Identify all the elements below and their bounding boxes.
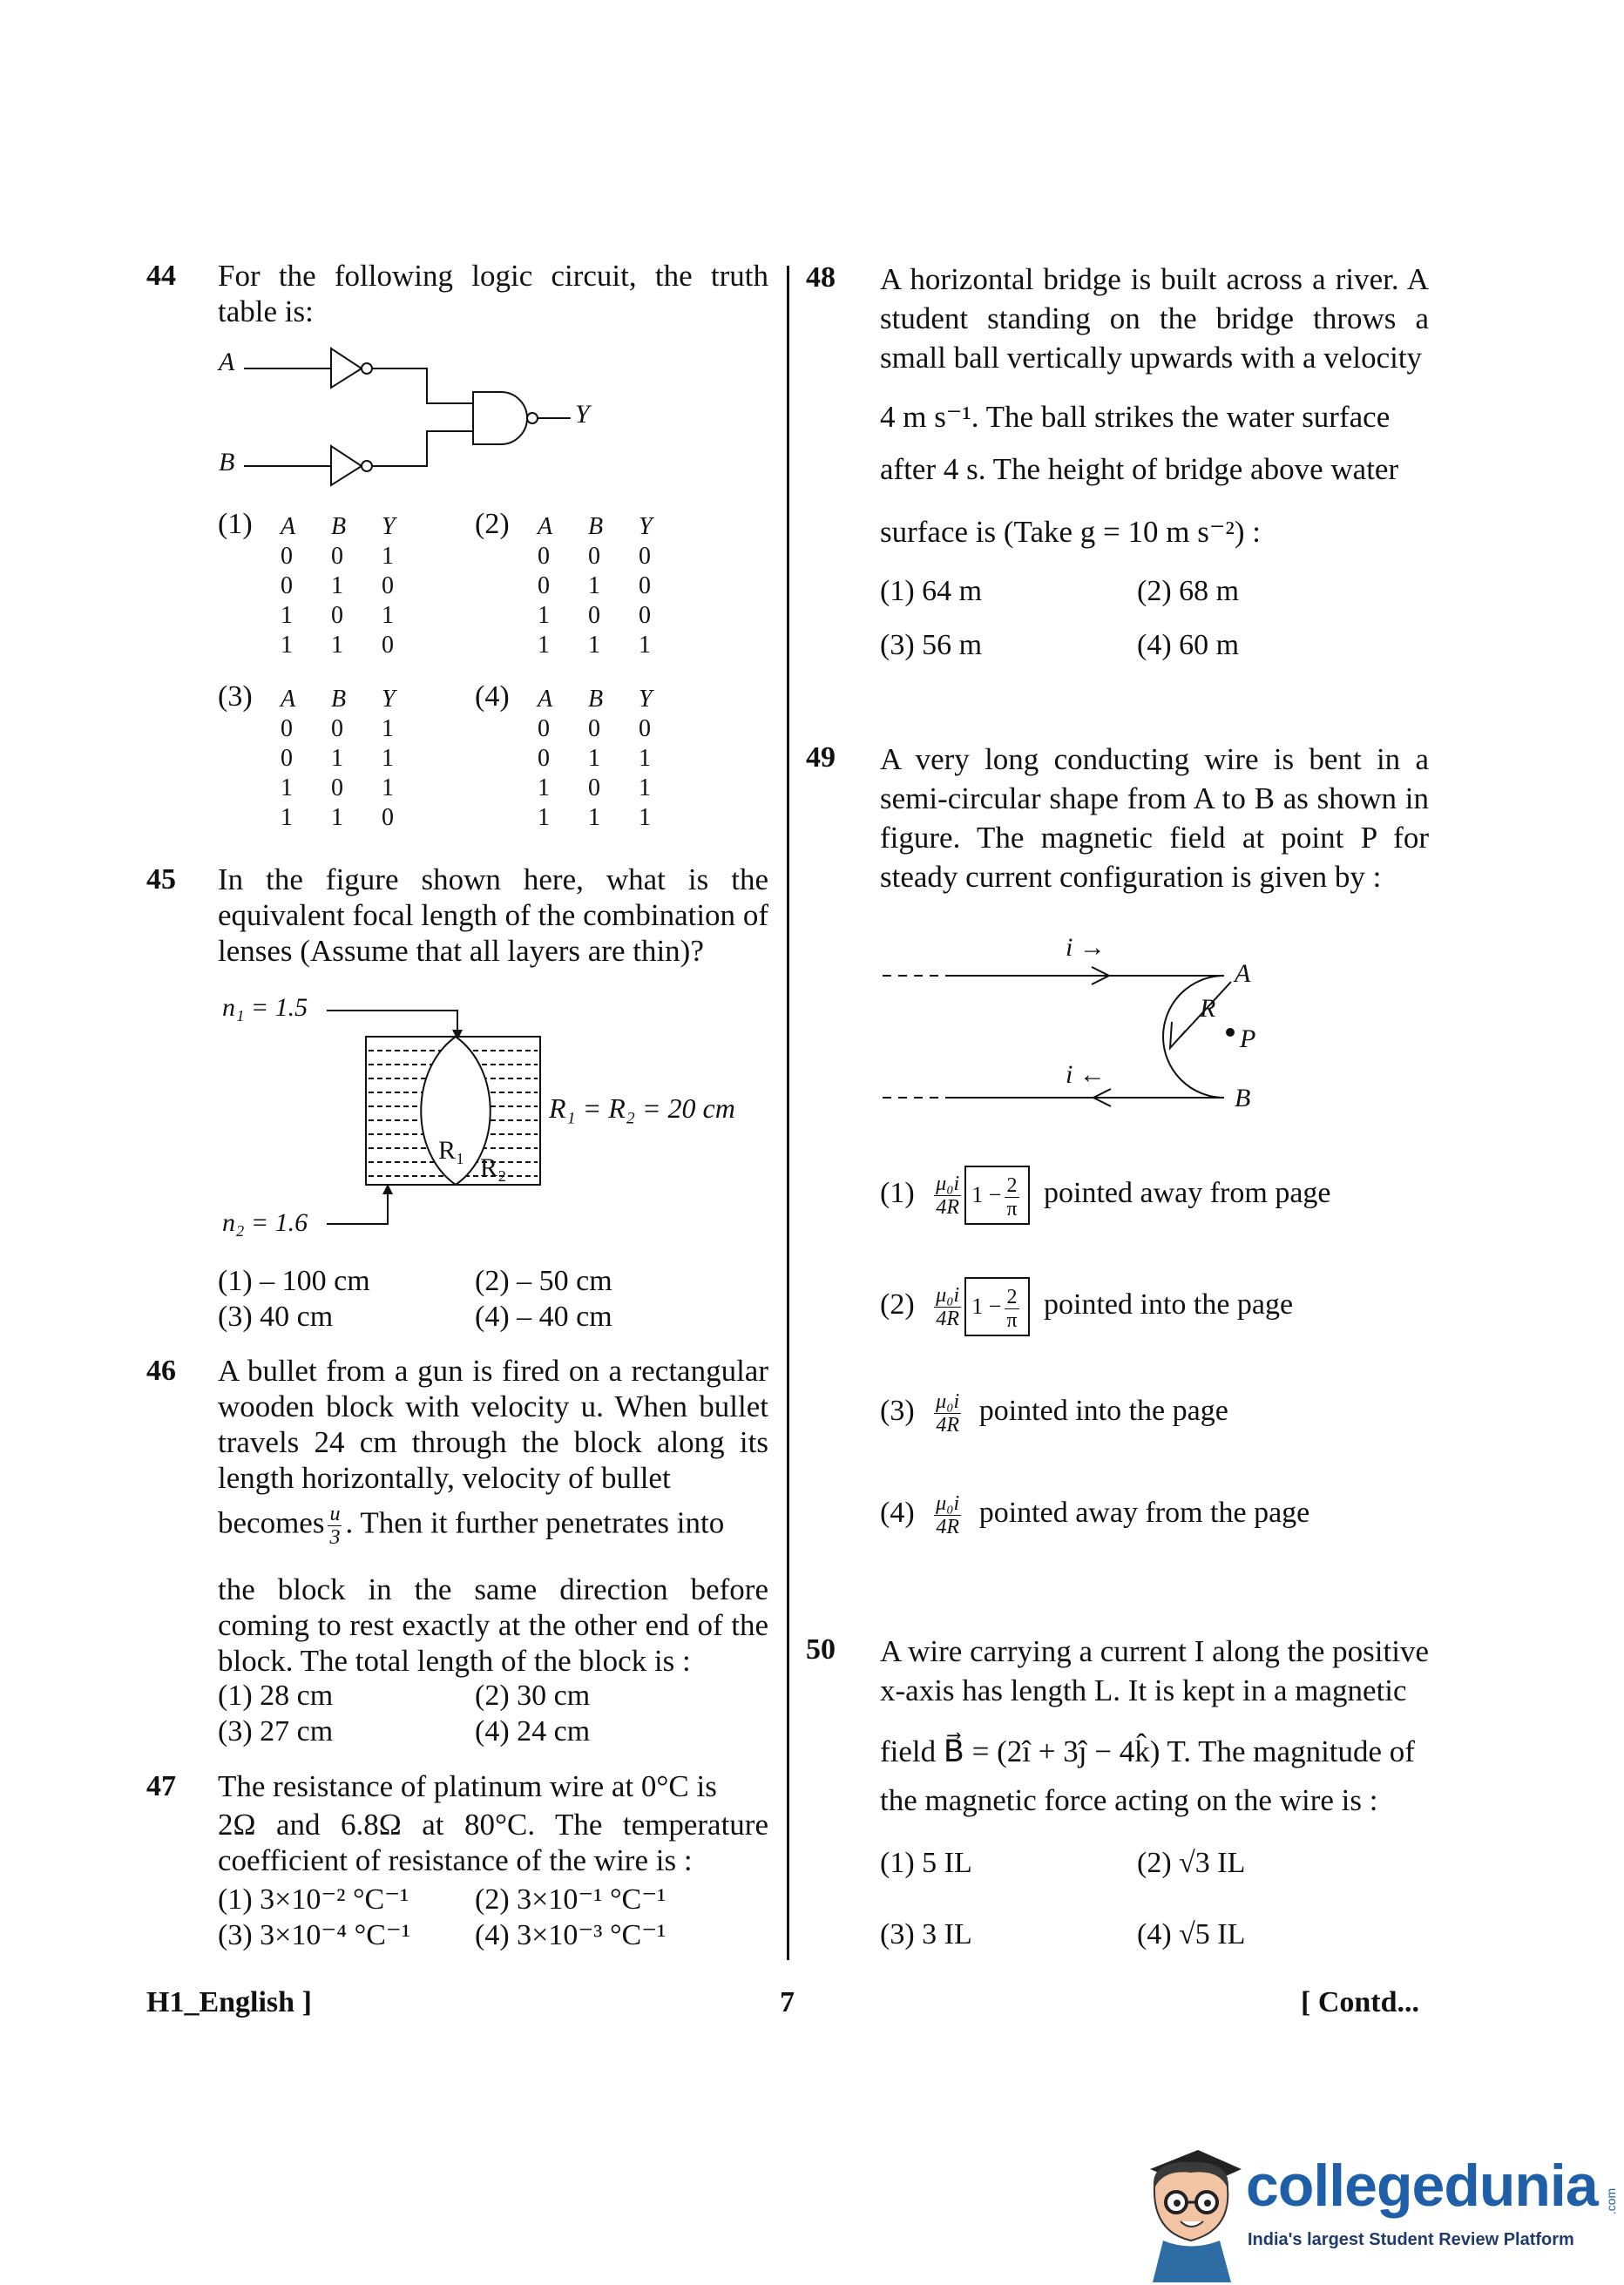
q49-option-1[interactable]: (1) $\frac{\text{μ₀i}}{4R}$ 1 − $\frac{2}{\pi}$ pointed away from page bbox=[880, 1166, 1331, 1225]
q49-wire-figure bbox=[876, 919, 1285, 1128]
q45-option-2[interactable]: (2) – 50 cm bbox=[475, 1265, 612, 1297]
q46-text-2: becomes $\frac{u}{3}$ . Then it further penetrates into bbox=[218, 1503, 725, 1549]
radius-label: R bbox=[1200, 994, 1216, 1023]
q44-option-1-label[interactable]: (1) bbox=[218, 508, 253, 540]
q48-option-3[interactable]: (3) 56 m bbox=[880, 629, 983, 661]
q47-option-3[interactable]: (3) 3×10⁻⁴ °C⁻¹ bbox=[218, 1919, 411, 1951]
q46-number: 46 bbox=[146, 1355, 176, 1387]
q48-option-4[interactable]: (4) 60 m bbox=[1137, 629, 1240, 661]
n1-label: n₁ = 1.5 bbox=[222, 993, 308, 1022]
footer-left: H1_English ] bbox=[146, 1986, 312, 2018]
q44-number: 44 bbox=[146, 260, 176, 292]
q50-option-1[interactable]: (1) 5 IL bbox=[880, 1847, 972, 1879]
q47-option-1[interactable]: (1) 3×10⁻² °C⁻¹ bbox=[218, 1883, 409, 1916]
column-divider bbox=[787, 266, 789, 1960]
i-top-label: i → bbox=[1066, 933, 1106, 962]
q47-option-2[interactable]: (2) 3×10⁻¹ °C⁻¹ bbox=[475, 1883, 667, 1916]
r-equation: R₁ = R₂ = 20 cm bbox=[549, 1092, 735, 1124]
q44-text: For the following logic circuit, the truth table is: bbox=[218, 259, 768, 328]
q46-text-3: the block in the same direction before coming to rest exactly at the other end of the block. The total length of the block is : bbox=[218, 1572, 768, 1678]
q48-option-2[interactable]: (2) 68 m bbox=[1137, 575, 1240, 607]
circuit-label-b: B bbox=[219, 448, 235, 477]
q47-number: 47 bbox=[146, 1770, 176, 1802]
n2-label: n₂ = 1.6 bbox=[222, 1208, 308, 1237]
point-b-label: B bbox=[1235, 1084, 1251, 1112]
q50-number: 50 bbox=[806, 1633, 836, 1666]
circuit-label-y: Y bbox=[575, 400, 590, 429]
q44-option-4-label[interactable]: (4) bbox=[475, 680, 510, 713]
q44-option-3-label[interactable]: (3) bbox=[218, 680, 253, 713]
r1-label: R₁ bbox=[438, 1136, 465, 1165]
page-number: 7 bbox=[780, 1986, 795, 2018]
q50-text-3: the magnetic force acting on the wire is : bbox=[880, 1783, 1378, 1817]
q48-text-1: A horizontal bridge is built across a river. A student standing on the bridge throws a small ball vertically upwards with a velocity bbox=[880, 262, 1429, 375]
q44-option-2-table: A B Y 0 0 0 0 1 0 1 0 0 1 1 1 bbox=[538, 513, 653, 659]
collegedunia-tagline: India's largest Student Review Platform bbox=[1248, 2230, 1574, 2249]
q50-text-2: field B⃗ = (2î + 3ĵ − 4k̂) T. The magnitude of bbox=[880, 1734, 1415, 1768]
collegedunia-logo: collegedunia .com bbox=[1246, 2153, 1618, 2219]
r2-label: R₂ bbox=[480, 1153, 507, 1182]
q48-option-1[interactable]: (1) 64 m bbox=[880, 575, 983, 607]
q50-option-4[interactable]: (4) √5 IL bbox=[1137, 1918, 1246, 1950]
q50-text-1: A wire carrying a current I along the positive x-axis has length L. It is kept in a magnetic bbox=[880, 1634, 1429, 1707]
q46-option-2[interactable]: (2) 30 cm bbox=[475, 1680, 591, 1712]
q46-text-1: A bullet from a gun is fired on a rectangular wooden block with velocity u. When bullet travels 24 cm through the block along its length horizontally, velocity of bullet bbox=[218, 1354, 768, 1495]
q45-option-4[interactable]: (4) – 40 cm bbox=[475, 1301, 612, 1333]
q45-lens-figure bbox=[213, 983, 771, 1244]
q48-number: 48 bbox=[806, 261, 836, 294]
q48-text-4: surface is (Take g = 10 m s⁻²) : bbox=[880, 515, 1261, 549]
q49-option-2[interactable]: (2) $\frac{\text{μ₀i}}{4R}$ 1 − $\frac{2}{\pi}$ pointed into the page bbox=[880, 1277, 1293, 1336]
q46-option-4[interactable]: (4) 24 cm bbox=[475, 1715, 591, 1748]
q45-number: 45 bbox=[146, 863, 176, 896]
q45-text: In the figure shown here, what is the equivalent focal length of the combination of lenses (Assume that all layers are thin)? bbox=[218, 862, 768, 968]
q48-text-2: 4 m s⁻¹. The ball strikes the water surface bbox=[880, 400, 1391, 434]
q47-text-1: The resistance of platinum wire at 0°C is bbox=[218, 1769, 717, 1803]
q44-option-1-table: A B Y 0 0 1 0 1 0 1 0 1 1 1 0 bbox=[281, 513, 396, 659]
q49-number: 49 bbox=[806, 741, 836, 774]
point-p-label: P bbox=[1240, 1024, 1256, 1053]
q47-text-2: 2Ω and 6.8Ω at 80°C. The temperature coefficient of resistance of the wire is : bbox=[218, 1808, 768, 1877]
footer-right: [ Contd... bbox=[1301, 1986, 1420, 2018]
q49-option-4[interactable]: (4) $\frac{\text{μ₀i}}{4R}$ pointed away from the page bbox=[880, 1491, 1310, 1538]
q48-text-3: after 4 s. The height of bridge above water bbox=[880, 452, 1399, 486]
q49-text: A very long conducting wire is bent in a semi-circular shape from A to B as shown in figure. The magnetic field at point P for steady current configuration is given by : bbox=[880, 742, 1429, 894]
collegedunia-mascot-icon bbox=[1137, 2134, 1246, 2282]
q49-option-3[interactable]: (3) $\frac{\text{μ₀i}}{4R}$ pointed into the page bbox=[880, 1389, 1228, 1437]
i-bottom-label: i ← bbox=[1066, 1060, 1106, 1089]
point-a-label: A bbox=[1235, 959, 1251, 988]
q44-logic-circuit bbox=[213, 335, 614, 497]
q47-option-4[interactable]: (4) 3×10⁻³ °C⁻¹ bbox=[475, 1919, 667, 1951]
circuit-label-a: A bbox=[219, 348, 235, 376]
q45-option-1[interactable]: (1) – 100 cm bbox=[218, 1265, 370, 1297]
q46-option-1[interactable]: (1) 28 cm bbox=[218, 1680, 334, 1712]
q44-option-3-table: A B Y 0 0 1 0 1 1 1 0 1 1 1 0 bbox=[281, 686, 396, 831]
q46-option-3[interactable]: (3) 27 cm bbox=[218, 1715, 334, 1748]
q50-option-2[interactable]: (2) √3 IL bbox=[1137, 1847, 1246, 1879]
q45-option-3[interactable]: (3) 40 cm bbox=[218, 1301, 334, 1333]
q50-option-3[interactable]: (3) 3 IL bbox=[880, 1918, 972, 1950]
q44-option-2-label[interactable]: (2) bbox=[475, 508, 510, 540]
q44-option-4-table: A B Y 0 0 0 0 1 1 1 0 1 1 1 1 bbox=[538, 686, 653, 831]
